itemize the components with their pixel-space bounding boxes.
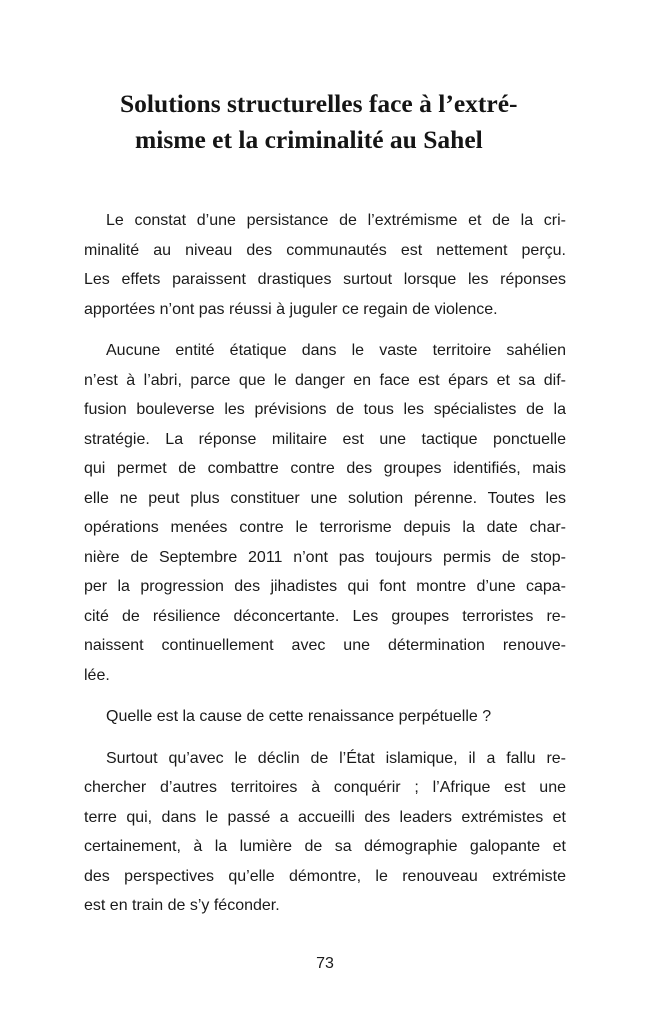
paragraph-line: terre qui, dans le passé a accueilli des leaders extrémistes et [84,808,566,826]
chapter-title-line-1: Solutions structurelles face à l’extré- [120,89,518,118]
paragraph-line: naissent continuellement avec une détermination renouve- [84,637,566,654]
paragraph-line: Les effets paraissent drastiques surtout lorsque les réponses [84,271,566,288]
paragraph [84,702,566,732]
page-number: 73 [316,955,334,972]
paragraph-line: stratégie. La réponse militaire est une tactique ponctuelle [84,430,566,448]
paragraph-line: n’est à l’abri, parce que le danger en face est épars et sa dif- [84,371,566,389]
paragraph-line: minalité au niveau des communautés est nettement perçu. [84,241,566,259]
paragraph-line: apportées n’ont pas réussi à juguler ce regain de violence. [84,300,498,318]
paragraph-line: chercher d’autres territoires à conquérir ; l’Afrique est une [84,779,566,796]
paragraph-line: fusion bouleverse les prévisions de tous les spécialistes de la [84,401,566,418]
paragraph-line: est en train de s’y féconder. [84,897,280,914]
paragraph [84,206,566,324]
body-text [84,206,566,933]
paragraph [84,744,566,921]
chapter-title-line-2: misme et la criminalité au Sahel [135,125,483,154]
paragraph-line: Le constat d’une persistance de l’extrémisme et de la cri- [106,212,566,229]
paragraph-line: elle ne peut plus constituer une solution pérenne. Toutes les [84,489,566,507]
paragraph-line: Quelle est la cause de cette renaissance perpétuelle ? [106,708,492,725]
paragraph-line: cité de résilience déconcertante. Les groupes terroristes re- [84,607,566,625]
paragraph-line: nière de Septembre 2011 n’ont pas toujours permis de stop- [84,548,566,566]
paragraph-line: des perspectives qu’elle démontre, le renouveau extrémiste [84,867,566,885]
paragraph-line: opérations menées contre le terrorisme depuis la date char- [84,519,566,536]
paragraph-line: lée. [84,666,110,684]
chapter-title [120,86,580,158]
paragraph-line: Surtout qu’avec le déclin de l’État islamique, il a fallu re- [106,749,566,767]
paragraph [84,336,566,690]
paragraph-line: per la progression des jihadistes qui font montre d’une capa- [84,578,566,595]
paragraph-line: qui permet de combattre contre des groupes identifiés, mais [84,460,566,477]
paragraph-line: Aucune entité étatique dans le vaste territoire sahélien [106,342,566,359]
paragraph-line: certainement, à la lumière de sa démographie galopante et [84,838,566,855]
